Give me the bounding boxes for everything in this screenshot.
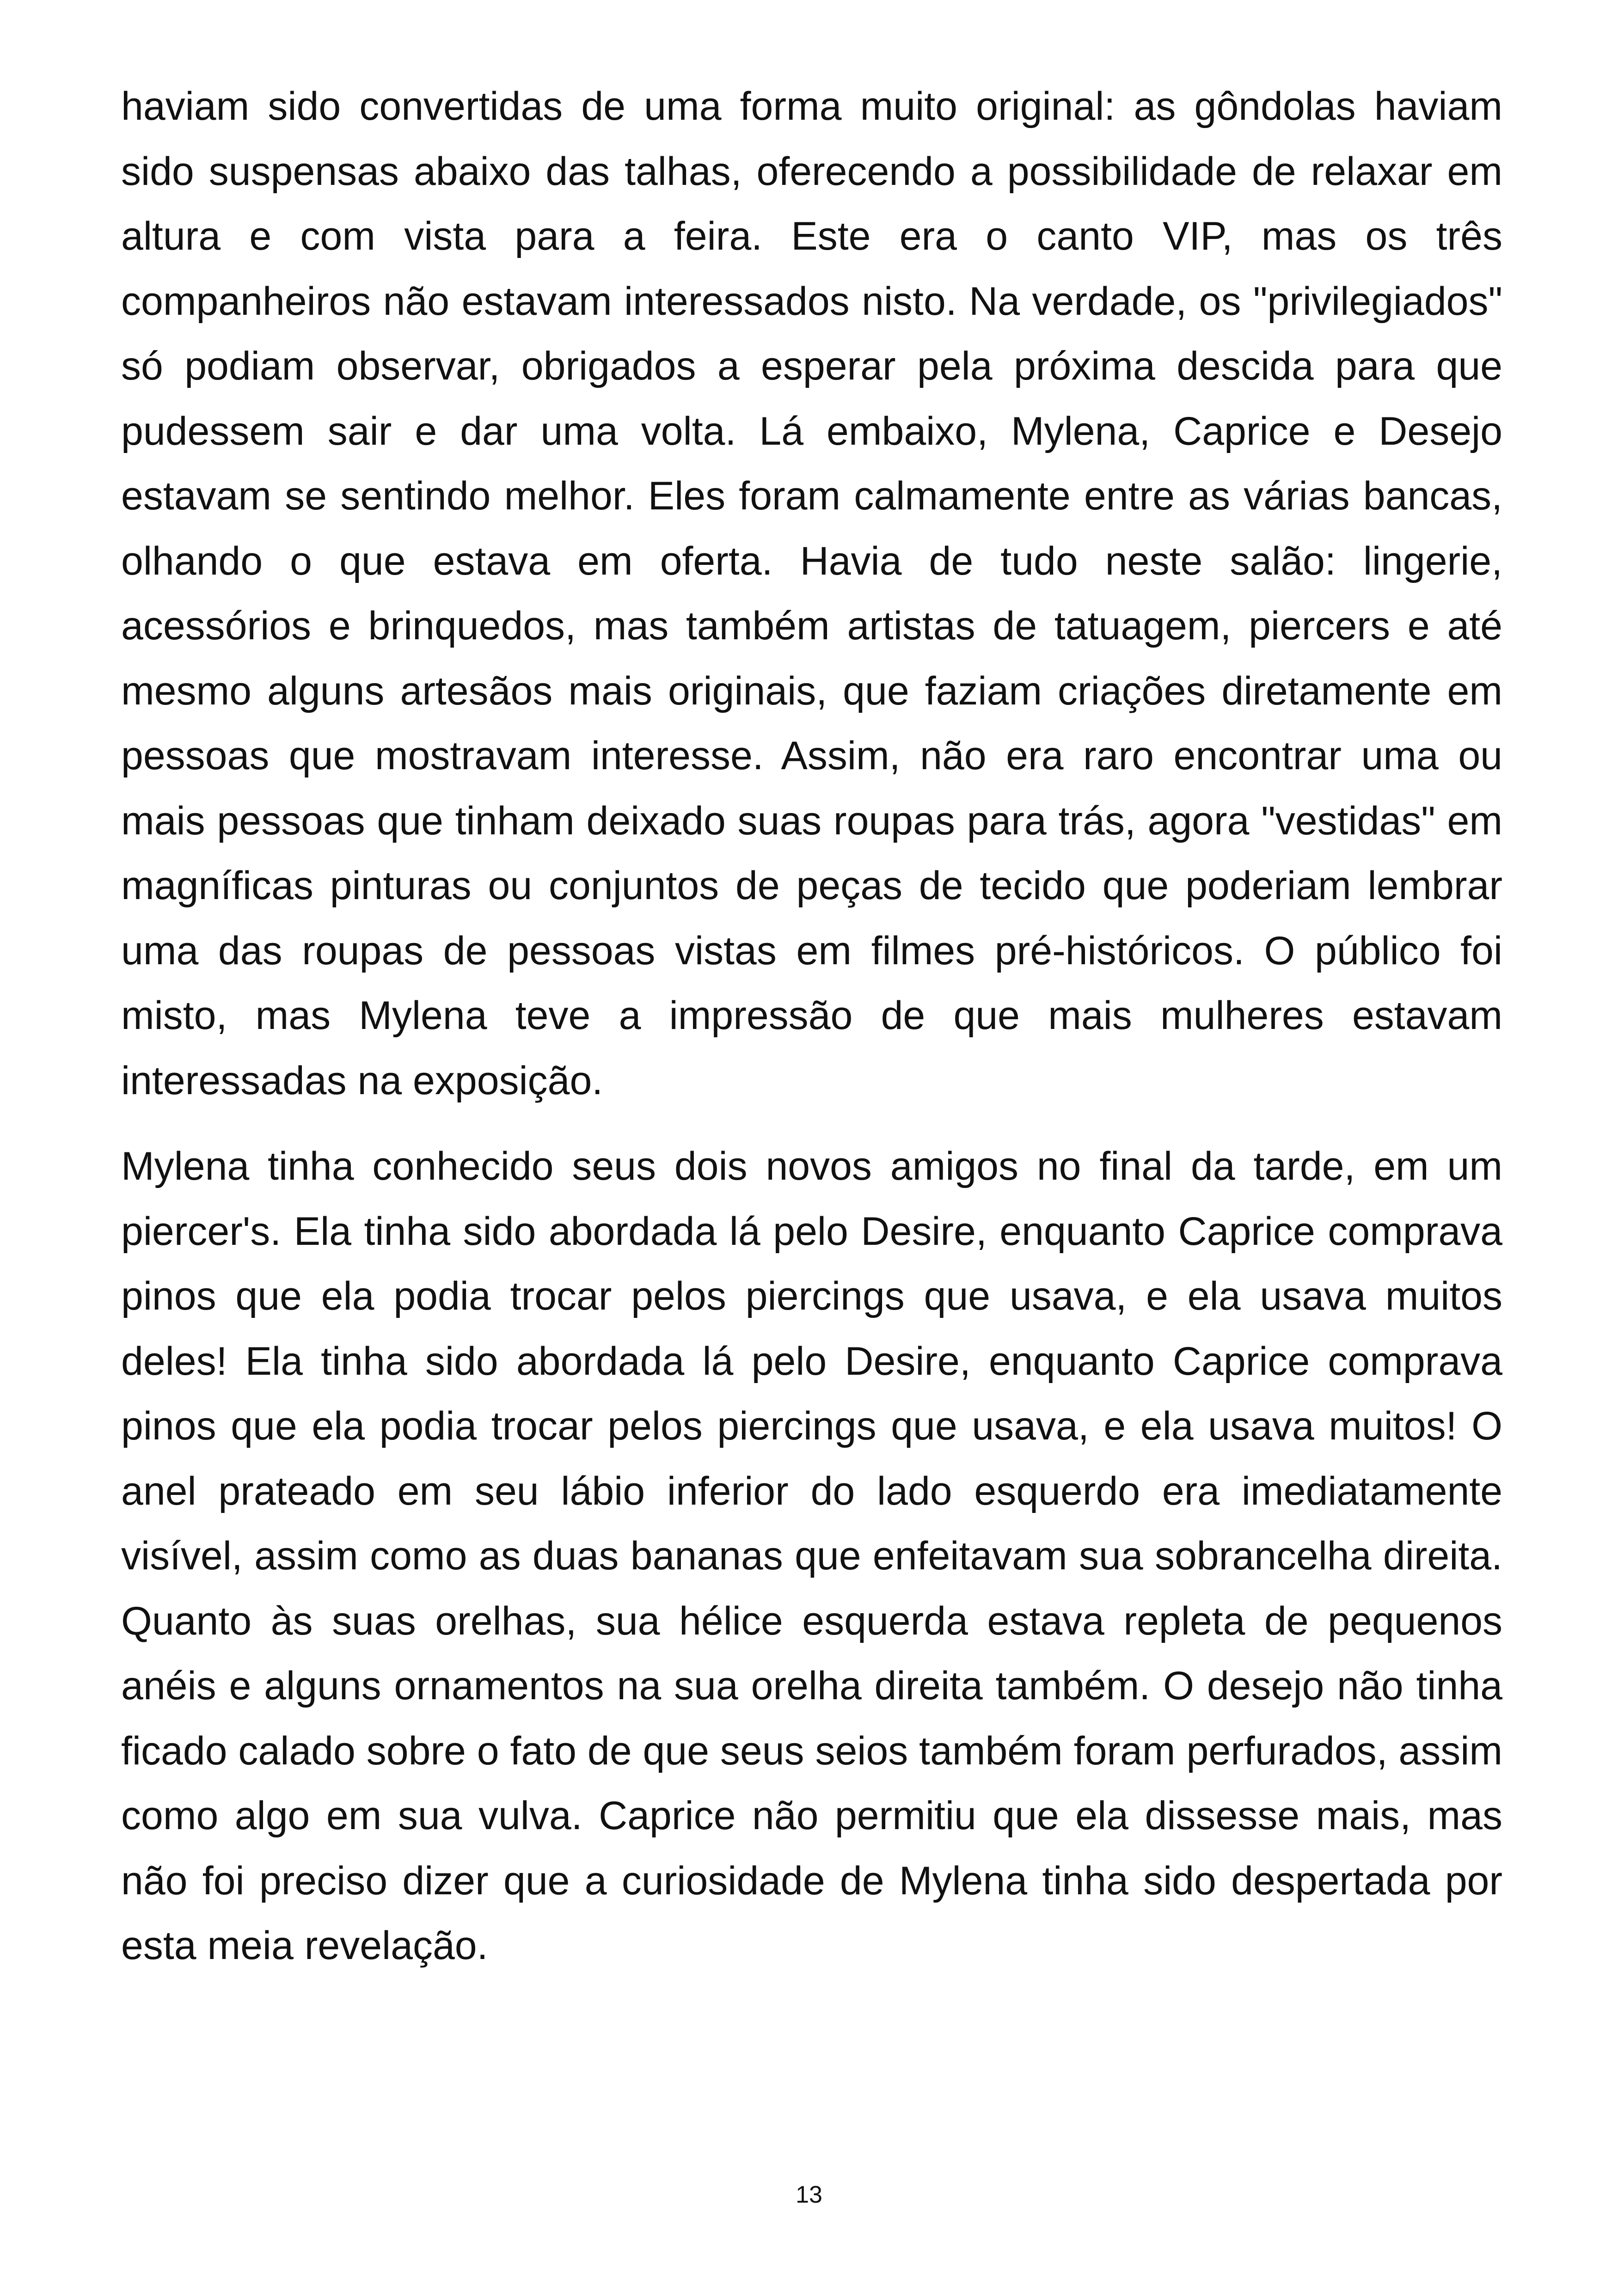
paragraph-1: haviam sido convertidas de uma forma muito original: as gôndolas haviam sido suspensas abaixo das talhas, oferecendo a possibilidade de relaxar em altura e com vista para a feira. Este era o canto VIP, mas os três companheiros não estavam interessados nisto. Na verdade, os "privilegiados" só podiam observar, obrigados a esperar pela próxima descida para que pudessem sair e dar uma volta. Lá embaixo, Mylena, Caprice e Desejo estavam se sentindo melhor. Eles foram calmamente entre as várias bancas, olhando o que estava em oferta. Havia de tudo neste salão: lingerie, acessórios e brinquedos, mas também artistas de tatuagem, piercers e até mesmo alguns artesãos mais originais, que faziam criações diretamente em pessoas que mostravam interesse. Assim, não era raro encontrar uma ou mais pessoas que tinham deixado suas roupas para trás, agora "vestidas" em magníficas pinturas ou conjuntos de peças de tecido que poderiam lembrar uma das roupas de pessoas vistas em filmes pré-históricos. O público foi misto, mas Mylena teve a impressão de que mais mulheres estavam interessadas na exposição.	[121, 84, 1502, 1103]
paragraph-2: Mylena tinha conhecido seus dois novos amigos no final da tarde, em um piercer's. Ela tinha sido abordada lá pelo Desire, enquanto Caprice comprava pinos que ela podia trocar pelos piercings que usava, e ela usava muitos deles! Ela tinha sido abordada lá pelo Desire, enquanto Caprice comprava pinos que ela podia trocar pelos piercings que usava, e ela usava muitos! O anel prateado em seu lábio inferior do lado esquerdo era imediatamente visível, assim como as duas bananas que enfeitavam sua sobrancelha direita. Quanto às suas orelhas, sua hélice esquerda estava repleta de pequenos anéis e alguns ornamentos na sua orelha direita também. O desejo não tinha ficado calado sobre o fato de que seus seios também foram perfurados, assim como algo em sua vulva. Caprice não permitiu que ela dissesse mais, mas não foi preciso dizer que a curiosidade de Mylena tinha sido despertada por esta meia revelação.	[121, 1144, 1502, 1968]
page-number: 13	[796, 2181, 822, 2208]
body-text	[121, 74, 1502, 1978]
